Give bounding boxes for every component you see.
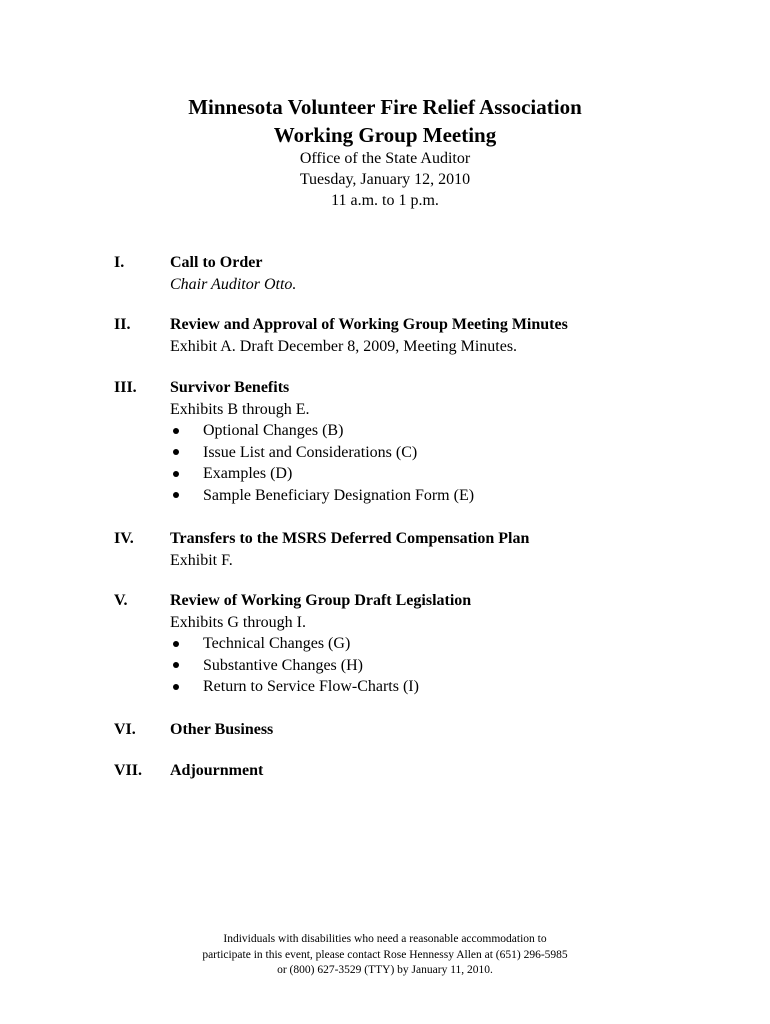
list-item-label: Return to Service Flow-Charts (I) [203,678,419,696]
exhibit-list [170,420,750,506]
bullet-icon [173,428,179,434]
bullet-icon [173,684,179,690]
list-item-label: Substantive Changes (H) [203,656,363,674]
meeting-location: Office of the State Auditor [299,150,471,167]
agenda-heading: Adjournment [170,762,264,779]
exhibit-list [170,633,750,698]
notice-line: Individuals with disabilities who need a reasonable accommodation to [223,933,547,945]
list-item [170,442,750,464]
agenda-heading: Review and Approval of Working Group Meeting Minutes [170,316,568,333]
bullet-icon [173,471,179,477]
agenda-numeral: V. [114,592,128,609]
agenda-heading: Transfers to the MSRS Deferred Compensation Plan [170,530,530,547]
list-item [170,676,750,698]
notice-line: or (800) 627-3529 (TTY) by January 11, 2010. [277,964,493,976]
document-subtitle: Working Group Meeting [273,123,497,147]
meeting-time: 11 a.m. to 1 p.m. [331,192,439,209]
list-item-label: Technical Changes (G) [203,635,351,653]
list-item-label: Issue List and Considerations (C) [203,443,418,461]
document-title: Minnesota Volunteer Fire Relief Association [188,95,582,119]
bullet-icon [173,662,179,668]
accessibility-notice [0,932,770,979]
agenda-exhibit: Exhibit F. [170,551,233,569]
list-item [170,420,750,442]
list-item [170,463,750,485]
notice-line: participate in this event, please contact Rose Hennessy Allen at (651) 296-5985 [202,948,568,961]
list-item [170,633,750,655]
list-item-label: Examples (D) [203,465,293,483]
meeting-date: Tuesday, January 12, 2010 [299,171,471,188]
bullet-icon [173,449,179,455]
agenda-heading: Survivor Benefits [170,379,290,396]
list-item [170,655,750,677]
agenda-heading: Review of Working Group Draft Legislation [170,592,472,609]
agenda-numeral: VII. [114,762,143,779]
bullet-icon [173,641,179,647]
agenda-numeral: III. [114,379,137,396]
list-item [170,485,750,507]
agenda-heading: Call to Order [170,254,263,271]
agenda-exhibit: Exhibits G through I. [170,613,306,631]
list-item-label: Optional Changes (B) [203,422,344,440]
agenda-numeral: II. [114,316,131,333]
agenda-numeral: IV. [114,530,134,547]
agenda-exhibit: Exhibit A. Draft December 8, 2009, Meeting Minutes. [170,337,518,355]
agenda-numeral: I. [114,254,125,271]
agenda-exhibit: Exhibits B through E. [170,400,310,418]
agenda-heading: Other Business [170,721,274,738]
bullet-icon [173,492,179,498]
agenda-note: Chair Auditor Otto. [170,275,297,293]
agenda-numeral: VI. [114,721,136,738]
list-item-label: Sample Beneficiary Designation Form (E) [203,486,475,504]
